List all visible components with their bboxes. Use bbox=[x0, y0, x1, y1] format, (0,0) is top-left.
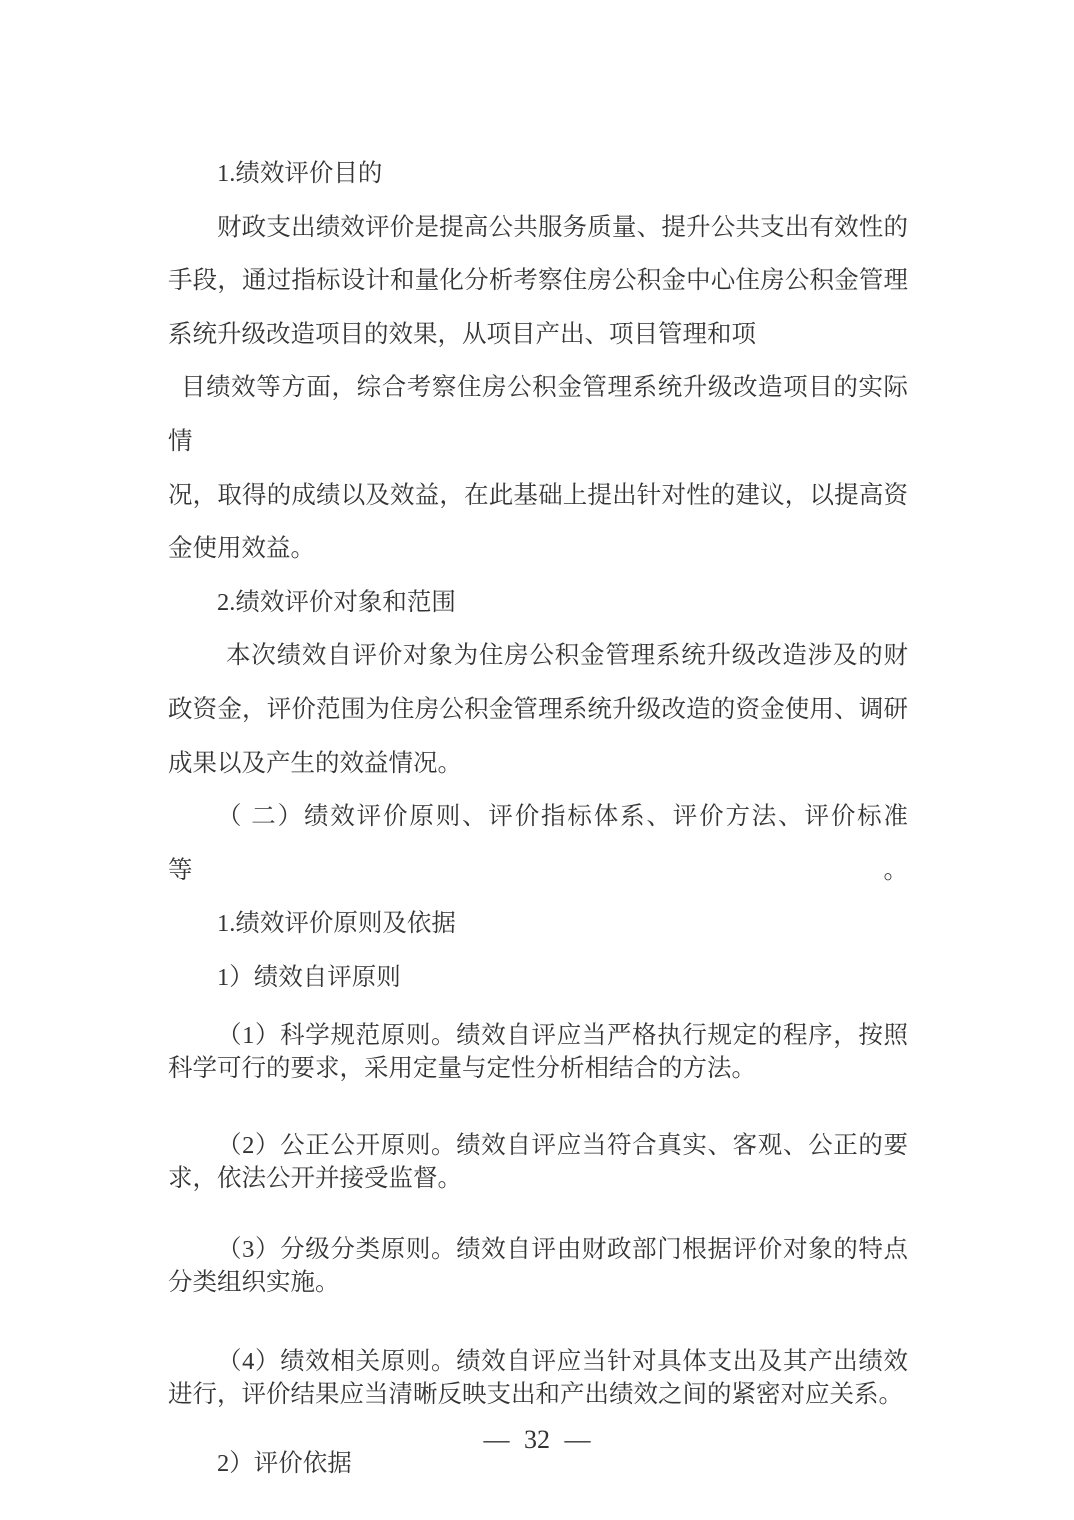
paragraph-line: 金使用效益。 bbox=[168, 535, 315, 563]
section-heading-line: 1.绩效评价原则及依据 bbox=[217, 910, 456, 938]
paragraph-line: （4）绩效相关原则。绩效自评应当针对具体支出及其产出绩效 bbox=[217, 1347, 908, 1375]
paragraph-line: 成果以及产生的效益情况。 bbox=[168, 749, 462, 777]
page-number: — 32 — bbox=[483, 1425, 591, 1454]
paragraph-line: 况，取得的成绩以及效益，在此基础上提出针对性的建议，以提高资 bbox=[168, 481, 908, 509]
paragraph-line: 进行，评价结果应当清晰反映支出和产出绩效之间的紧密对应关系。 bbox=[168, 1380, 903, 1408]
paragraph-line: 财政支出绩效评价是提高公共服务质量、提升公共支出有效性的 bbox=[217, 213, 908, 241]
section-heading-line: 2.绩效评价对象和范围 bbox=[217, 588, 456, 616]
paragraph-line: 科学可行的要求，采用定量与定性分析相结合的方法。 bbox=[168, 1054, 756, 1082]
paragraph-line: （3）分级分类原则。绩效自评由财政部门根据评价对象的特点 bbox=[217, 1235, 908, 1263]
paragraph-line: 政资金，评价范围为住房公积金管理系统升级改造的资金使用、调研 bbox=[168, 695, 908, 723]
section-heading-line: 1）绩效自评原则 bbox=[217, 963, 401, 991]
document-body bbox=[168, 147, 908, 1480]
paragraph-line: 手段，通过指标设计和量化分析考察住房公积金中心住房公积金管理 bbox=[168, 267, 908, 295]
section-heading-line: 2）评价依据 bbox=[217, 1449, 352, 1477]
paragraph-line: 系统升级改造项目的效果，从项目产出、项目管理和项 bbox=[168, 320, 756, 348]
paragraph-line: 本次绩效自评价对象为住房公积金管理系统升级改造涉及的财 bbox=[226, 642, 908, 670]
paragraph-line: （2）公正公开原则。绩效自评应当符合真实、客观、公正的要 bbox=[217, 1131, 908, 1159]
paragraph-line: 求，依法公开并接受监督。 bbox=[168, 1164, 462, 1192]
paragraph-line: （1）科学规范原则。绩效自评应当严格执行规定的程序，按照 bbox=[217, 1021, 908, 1049]
paragraph-line: 目绩效等方面，综合考察住房公积金管理系统升级改造项目的实际情 bbox=[168, 374, 908, 455]
section-heading-line: 1.绩效评价目的 bbox=[217, 160, 383, 187]
section-heading-line: （ 二）绩效评价原则、评价指标体系、评价方法、评价标准等。 bbox=[168, 803, 908, 884]
paragraph-line: 分类组织实施。 bbox=[168, 1268, 340, 1296]
